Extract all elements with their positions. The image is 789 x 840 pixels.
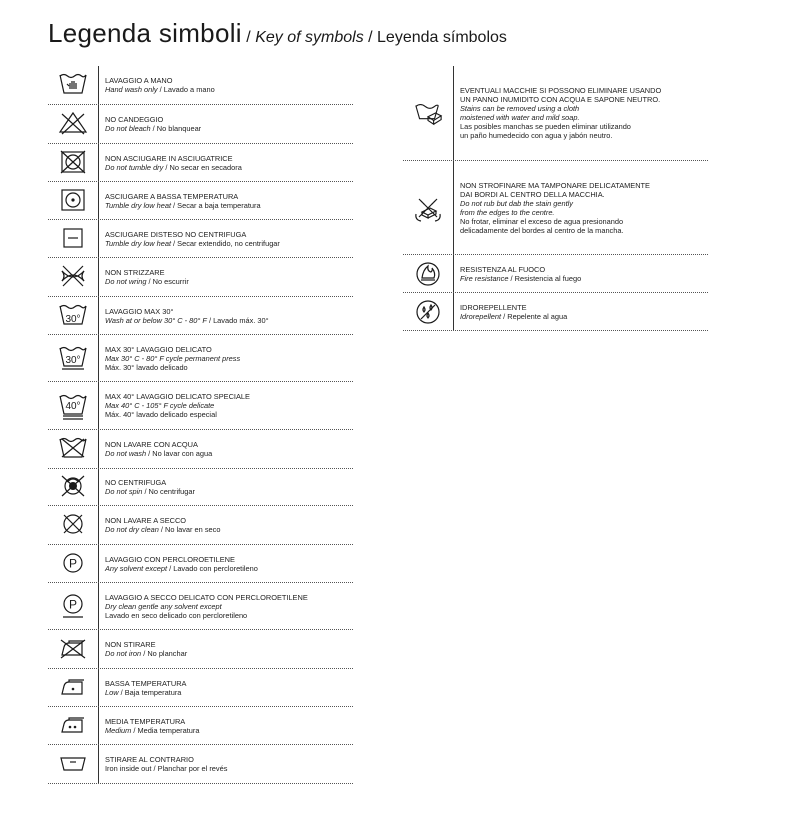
- legend-text: [99, 707, 200, 744]
- legend-line-text: DAI BORDI AL CENTRO DELLA MACCHIA.: [460, 189, 605, 199]
- legend-text: [99, 297, 269, 334]
- legend-line-text: Do not tumble dry: [105, 162, 164, 172]
- legend-line: [105, 555, 258, 564]
- wash-30-icon: [48, 297, 99, 334]
- legend-line: [105, 688, 186, 697]
- legend-line: [105, 755, 227, 764]
- legend-text: [99, 583, 308, 629]
- legend-line: [105, 124, 201, 133]
- legend-row: [403, 161, 708, 255]
- legend-line-text: RESISTENZA AL FUOCO: [460, 264, 546, 274]
- water-repellent-icon: [403, 293, 454, 330]
- legend-line-translation: / Lavado con percloretileno: [167, 563, 258, 573]
- legend-line-text: moistened with water and mild soap.: [460, 113, 580, 122]
- legend-text: [99, 630, 187, 668]
- legend-row: [48, 182, 353, 220]
- legend-line-text: STIRARE AL CONTRARIO: [105, 755, 194, 764]
- legend-line: [105, 640, 187, 649]
- legend-line-translation: / No lavar en seco: [158, 525, 221, 534]
- legend-line-text: from the edges to the centre.: [460, 207, 555, 217]
- legend-line: [460, 131, 661, 140]
- legend-line: [105, 363, 240, 372]
- legend-line: [460, 208, 650, 217]
- legend-line: [105, 76, 215, 85]
- svg-text:P: P: [68, 597, 78, 612]
- dab-stain-icon: [403, 161, 454, 254]
- legend-line-translation: / No blanquear: [150, 124, 202, 133]
- legend-line: [460, 303, 567, 312]
- legend-line-text: Medium: [105, 725, 132, 735]
- legend-line-text: Las posibles manchas se pueden eliminar utilizando: [460, 122, 631, 131]
- legend-line-translation: / No escurrir: [146, 277, 189, 286]
- legend-text: [454, 255, 581, 292]
- legend-line: [105, 354, 240, 363]
- legend-line: [105, 307, 269, 316]
- legend-line: [105, 268, 189, 277]
- legend-line-text: Hand wash only: [105, 85, 158, 94]
- legend-row: [48, 469, 353, 506]
- legend-line: [460, 217, 650, 226]
- legend-row: [48, 630, 353, 669]
- legend-text: [99, 745, 227, 783]
- legend-line-text: Fire resistance: [460, 273, 509, 283]
- legend-line-text: NON LAVARE A SECCO: [105, 516, 187, 525]
- legend-line: [105, 449, 212, 458]
- no-dry-clean-icon: [48, 506, 99, 544]
- legend-row: [48, 745, 353, 784]
- legend-line: [105, 316, 269, 325]
- legend-line-text: NON STROFINARE MA TAMPONARE DELICATAMENTE: [460, 180, 650, 190]
- tumble-dry-low-icon: [48, 182, 99, 219]
- legend-line: [105, 277, 189, 286]
- legend-line: [105, 239, 280, 248]
- legend-line: [105, 85, 215, 94]
- no-spin-icon: [48, 469, 99, 505]
- title-sep: /: [363, 29, 378, 46]
- legend-line-text: MEDIA TEMPERATURA: [105, 716, 186, 726]
- legend-row: [48, 506, 353, 545]
- legend-line-translation: / Baja temperatura: [118, 687, 182, 697]
- legend-line-text: NON LAVARE CON ACQUA: [105, 440, 198, 449]
- legend-line-text: Max 40° C - 105° F cycle delicate: [105, 401, 215, 410]
- legend-line-text: Máx. 30° lavado delicado: [105, 362, 188, 372]
- legend-line-translation: / No lavar con agua: [146, 449, 213, 458]
- no-wring-icon: [48, 258, 99, 296]
- legend-text: [99, 258, 189, 296]
- stain-wipe-icon: [403, 66, 454, 160]
- legend-line: [105, 410, 250, 419]
- legend-row: [48, 66, 353, 105]
- legend-text: [99, 144, 242, 181]
- legend-line: [105, 115, 201, 124]
- legend-text: [99, 220, 280, 257]
- legend-line-text: Max 30° C - 80° F cycle permanent press: [105, 353, 241, 363]
- legend-row: [48, 707, 353, 745]
- legend-line: [105, 392, 250, 401]
- legend-line-translation: / Lavado a mano: [157, 85, 215, 94]
- legend-row: [48, 382, 353, 430]
- legend-line-translation: / Repelente al agua: [501, 311, 568, 321]
- legend-line: [105, 516, 220, 525]
- legend-line-translation: / Resistencia al fuego: [508, 273, 582, 283]
- legend-line: [105, 230, 280, 239]
- legend-line-text: Do not rub but dab the stain gently: [460, 198, 573, 208]
- legend-line-text: Do not dry clean: [105, 525, 159, 534]
- legend-line: [105, 717, 200, 726]
- iron-inside-out-icon: [48, 745, 99, 783]
- legend-line: [105, 345, 240, 354]
- legend-line: [105, 401, 250, 410]
- legend-line: [460, 181, 650, 190]
- fire-resistance-icon: [403, 255, 454, 292]
- hand-wash-icon: [48, 66, 99, 104]
- legend-line-text: Dry clean gentle any solvent except: [105, 601, 222, 611]
- legend-line-text: IDROREPELLENTE: [460, 302, 527, 312]
- legend-line: [460, 86, 661, 95]
- legend-line: [105, 593, 308, 602]
- legend-line: [460, 95, 661, 104]
- wash-30-delicate-icon: [48, 335, 99, 381]
- title-main: Legenda simboli: [48, 18, 242, 48]
- legend-row: [48, 258, 353, 297]
- legend-row: [48, 220, 353, 258]
- legend-line-text: UN PANNO INUMIDITO CON ACQUA E SAPONE NEUTRO.: [460, 95, 661, 104]
- legend-line-text: LAVAGGIO A MANO: [105, 76, 173, 85]
- do-not-wash-icon: [48, 430, 99, 468]
- legend-line: [460, 199, 650, 208]
- legend-line-text: LAVAGGIO A SECCO DELICATO CON PERCLOROETILENE: [105, 592, 308, 602]
- symbols-table-right: [403, 66, 708, 331]
- legend-row: [48, 144, 353, 182]
- legend-text: [454, 66, 661, 160]
- legend-line: [460, 113, 661, 122]
- legend-line-text: delicadamente del bordes al centro de la mancha.: [460, 225, 624, 235]
- legend-line-text: MAX 30° LAVAGGIO DELICATO: [105, 344, 212, 354]
- legend-line-translation: / No planchar: [141, 649, 188, 658]
- legend-text: [99, 669, 186, 706]
- do-not-iron-icon: [48, 630, 99, 668]
- legend-text: [99, 182, 261, 219]
- legend-line-text: Máx. 40° lavado delicado especial: [105, 410, 217, 419]
- legend-text: [99, 66, 215, 104]
- legend-text: [99, 335, 240, 381]
- legend-line-text: MAX 40° LAVAGGIO DELICATO SPECIALE: [105, 392, 250, 401]
- iron-low-icon: [48, 669, 99, 706]
- no-bleach-icon: [48, 105, 99, 143]
- legend-row: [48, 335, 353, 382]
- legend-text: [99, 105, 201, 143]
- legend-line-text: No frotar, eliminar el exceso de agua presionando: [460, 216, 624, 226]
- legend-line-text: Stains can be removed using a cloth: [460, 104, 580, 113]
- legend-line-text: LAVAGGIO MAX 30°: [105, 306, 174, 316]
- legend-line: [105, 602, 308, 611]
- legend-row: [48, 583, 353, 630]
- legend-line-text: Do not wash: [105, 449, 147, 458]
- legend-line: [105, 649, 187, 658]
- legend-line-text: BASSA TEMPERATURA: [105, 678, 187, 688]
- legend-line: [105, 201, 261, 210]
- legend-line-text: EVENTUALI MACCHIE SI POSSONO ELIMINARE USANDO: [460, 86, 662, 95]
- legend-line-text: Low: [105, 687, 119, 697]
- title-spanish: Leyenda símbolos: [377, 29, 507, 46]
- legend-line-text: Do not bleach: [105, 124, 151, 133]
- legend-line: [105, 478, 195, 487]
- svg-text:30°: 30°: [65, 355, 81, 366]
- legend-row: [403, 66, 708, 161]
- legend-row: [403, 293, 708, 331]
- legend-line-text: Lavado en seco delicado con percloretileno: [105, 610, 248, 620]
- svg-text:40°: 40°: [65, 400, 81, 412]
- dry-clean-p-gentle-icon: [48, 583, 99, 629]
- legend-line-text: ASCIUGARE DISTESO NO CENTRIFUGA: [105, 229, 247, 239]
- legend-row: [48, 297, 353, 335]
- title-sep: /: [241, 29, 256, 46]
- legend-line: [460, 274, 581, 283]
- legend-row: [403, 255, 708, 293]
- legend-text: [99, 469, 195, 505]
- legend-line: [105, 154, 242, 163]
- legend-text: [99, 430, 212, 468]
- legend-row: [48, 105, 353, 144]
- legend-line: [460, 312, 567, 321]
- legend-text: [454, 161, 650, 254]
- legend-line-text: LAVAGGIO CON PERCLOROETILENE: [105, 554, 235, 564]
- legend-line-text: Wash at or below 30° C - 80° F: [105, 315, 207, 325]
- legend-line-translation: / Lavado máx. 30°: [206, 315, 269, 325]
- svg-text:30°: 30°: [65, 313, 81, 325]
- legend-line-text: Iron inside out / Planchar por el revés: [105, 764, 228, 773]
- legend-line: [105, 487, 195, 496]
- legend-line: [460, 265, 581, 274]
- legend-line-translation: / Media temperatura: [131, 725, 200, 735]
- legend-line: [105, 192, 261, 201]
- legend-text: [454, 293, 567, 330]
- legend-line: [460, 226, 650, 235]
- wash-40-very-delicate-icon: [48, 382, 99, 429]
- svg-text:P: P: [68, 556, 78, 570]
- legend-line-text: Do not iron: [105, 649, 142, 658]
- legend-line-text: Do not wring: [105, 277, 147, 286]
- legend-line-text: NON STIRARE: [105, 640, 156, 649]
- legend-line-text: NON ASCIUGARE IN ASCIUGATRICE: [105, 153, 233, 163]
- legend-line: [460, 104, 661, 113]
- legend-line-translation: / Secar a baja temperatura: [171, 200, 261, 210]
- legend-line: [460, 190, 650, 199]
- dry-flat-icon: [48, 220, 99, 257]
- iron-medium-icon: [48, 707, 99, 744]
- legend-line-translation: / No centrifugar: [142, 487, 195, 496]
- legend-line-text: Any solvent except: [105, 563, 168, 573]
- title-english: Key of symbols: [255, 29, 364, 46]
- legend-line: [105, 726, 200, 735]
- legend-text: [99, 545, 258, 582]
- symbols-table-left: [48, 66, 353, 784]
- legend-text: [99, 506, 220, 544]
- legend-line: [460, 122, 661, 131]
- legend-line: [105, 525, 220, 534]
- legend-line-text: un paño humedecido con agua y jabón neutro.: [460, 131, 613, 140]
- legend-line-text: Do not spin: [105, 487, 143, 496]
- page-title: [48, 18, 507, 49]
- no-tumble-dry-icon: [48, 144, 99, 181]
- legend-row: [48, 430, 353, 469]
- legend-text: [99, 382, 250, 429]
- legend-line-translation: / No secar en secadora: [163, 162, 242, 172]
- legend-line-text: Tumble dry low heat: [105, 200, 171, 210]
- legend-row: [48, 545, 353, 583]
- legend-line-text: NO CANDEGGIO: [105, 115, 164, 124]
- legend-line-translation: / Secar extendido, no centrifugar: [171, 238, 280, 248]
- legend-line: [105, 163, 242, 172]
- legend-line: [105, 764, 227, 773]
- legend-row: [48, 669, 353, 707]
- legend-line: [105, 679, 186, 688]
- legend-line: [105, 440, 212, 449]
- legend-line: [105, 611, 308, 620]
- dry-clean-p-icon: [48, 545, 99, 582]
- legend-line-text: Tumble dry low heat: [105, 238, 171, 248]
- legend-line-text: NO CENTRIFUGA: [105, 478, 167, 487]
- legend-line-text: NON STRIZZARE: [105, 268, 165, 277]
- legend-line-text: Idrorepellent: [460, 311, 502, 321]
- legend-line: [105, 564, 258, 573]
- legend-line-text: ASCIUGARE A BASSA TEMPERATURA: [105, 191, 239, 201]
